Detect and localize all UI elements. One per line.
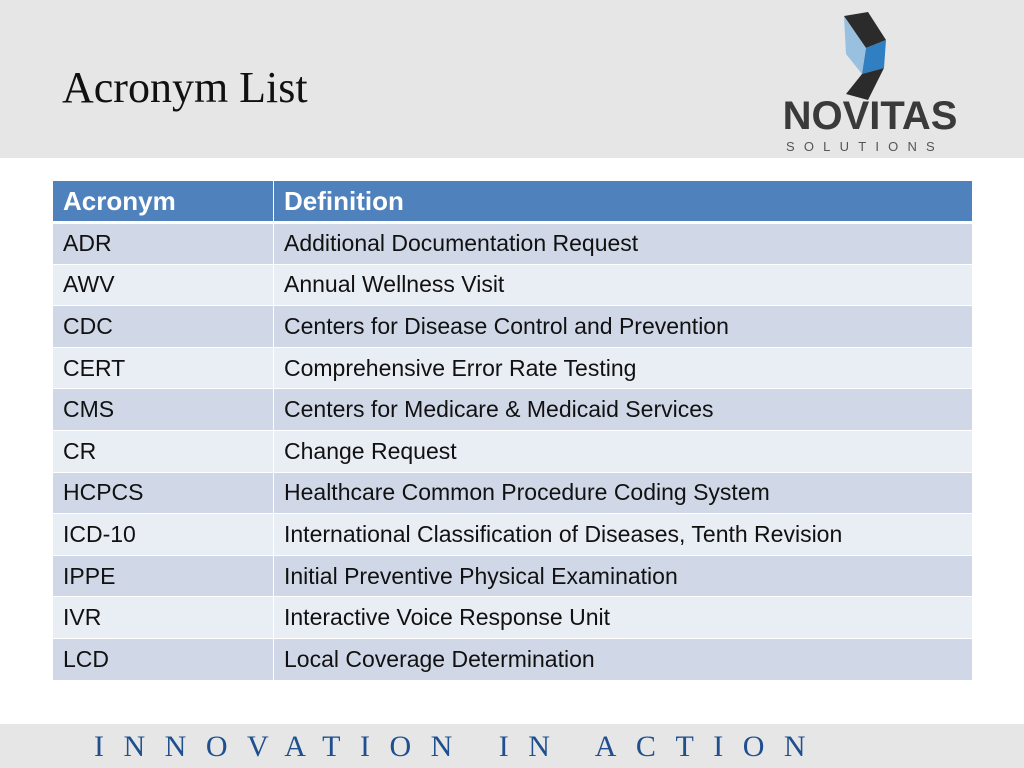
definition-cell: Local Coverage Determination — [274, 638, 973, 680]
definition-cell: Comprehensive Error Rate Testing — [274, 347, 973, 389]
acronym-cell: ICD-10 — [53, 514, 274, 556]
column-header-definition: Definition — [274, 181, 973, 223]
logo-wordmark: NOVITAS — [782, 94, 958, 138]
acronym-cell: CDC — [53, 306, 274, 348]
definition-cell: Additional Documentation Request — [274, 223, 973, 265]
definition-cell: Healthcare Common Procedure Coding System — [274, 472, 973, 514]
definition-cell: Annual Wellness Visit — [274, 264, 973, 306]
table-row — [53, 514, 973, 556]
table-row — [53, 223, 973, 265]
table-row — [53, 555, 973, 597]
logo-subtitle: SOLUTIONS — [786, 139, 944, 154]
table-row — [53, 264, 973, 306]
acronym-cell: CERT — [53, 347, 274, 389]
definition-cell: Centers for Disease Control and Prevention — [274, 306, 973, 348]
acronym-cell: CMS — [53, 389, 274, 431]
acronym-cell: LCD — [53, 638, 274, 680]
column-header-acronym: Acronym — [53, 181, 274, 223]
acronym-cell: IVR — [53, 597, 274, 639]
table-header-row — [53, 181, 973, 223]
page-title: Acronym List — [62, 63, 308, 112]
acronym-cell: CR — [53, 430, 274, 472]
acronym-cell: HCPCS — [53, 472, 274, 514]
table-row — [53, 597, 973, 639]
definition-cell: Initial Preventive Physical Examination — [274, 555, 973, 597]
table-row — [53, 638, 973, 680]
table-row — [53, 430, 973, 472]
acronym-cell: AWV — [53, 264, 274, 306]
definition-cell: International Classification of Diseases, Tenth Revision — [274, 514, 973, 556]
acronym-cell: IPPE — [53, 555, 274, 597]
table-row — [53, 389, 973, 431]
table-row — [53, 306, 973, 348]
acronym-cell: ADR — [53, 223, 274, 265]
definition-cell: Centers for Medicare & Medicaid Services — [274, 389, 973, 431]
table-row — [53, 472, 973, 514]
table-row — [53, 347, 973, 389]
definition-cell: Change Request — [274, 430, 973, 472]
novitas-logo — [772, 8, 968, 154]
acronym-table — [52, 180, 973, 681]
definition-cell: Interactive Voice Response Unit — [274, 597, 973, 639]
footer-tagline: INNOVATION IN ACTION — [94, 730, 826, 763]
ribbon-logo-icon — [838, 10, 892, 102]
